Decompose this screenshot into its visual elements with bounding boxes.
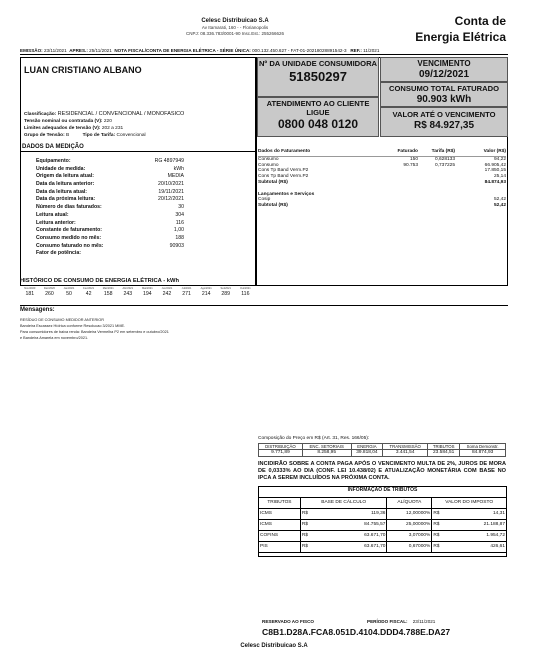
tributo-name: COFINS: [259, 531, 301, 542]
historico-value: 181: [25, 291, 35, 298]
classificacao-label: Classificação:: [24, 112, 57, 117]
medicao-value: 1,00: [173, 227, 184, 234]
emissao-label: EMISSÃO:: [20, 48, 43, 53]
emissao-date: 23/11/2021: [44, 48, 67, 53]
historico-title: HISTÓRICO DE CONSUMO DE ENERGIA ELÉTRICA - kWh: [20, 278, 179, 284]
tributo-base-cell: [300, 542, 387, 553]
mensagem-line: Para consumidores de baixa renda: Bandeira Vermelha P2 em setembro e outubro/2021: [20, 329, 169, 334]
medicao-row: [36, 196, 184, 204]
tributo-valor-currency: R$: [433, 533, 440, 539]
lancamentos-title: Lançamentos e Serviços: [258, 191, 315, 197]
company-cnpj: CNPJ: 08.336.783/0001-90 Insc.Est.: 255266626: [185, 30, 285, 36]
historico-value: 158: [103, 291, 113, 298]
historico-month: Mai/2021: [142, 287, 153, 290]
composicao-header: Soma Demonstr.: [460, 444, 506, 450]
historico-month: Jan/2021: [63, 287, 75, 290]
unidade-value: 51850297: [289, 68, 347, 84]
mensagem-line: e Bandeira Amarela em novembro/2021.: [20, 335, 89, 340]
tensao-nominal-value: 220: [103, 118, 112, 124]
composicao-value: 3.441,54: [383, 450, 428, 457]
medicao-list: [36, 158, 184, 258]
medicao-value: 116: [175, 219, 184, 226]
medicao-value: [136, 250, 184, 258]
periodo-label: PERÍODO FISCAL:: [367, 619, 408, 624]
periodo-value: 23/11/2021: [412, 619, 436, 624]
medicao-row: [36, 227, 184, 235]
tributo-base-wrap: [301, 511, 387, 517]
valor-total: R$ 84.927,35: [413, 120, 475, 132]
mensagens-list: [20, 318, 169, 342]
company-name: Celesc Distribuicao S.A: [201, 18, 269, 24]
historico-value: 260: [45, 291, 54, 298]
fat-desc: Consumo: [258, 156, 279, 162]
col-tarifa: Tarifa (R$): [431, 149, 455, 154]
fat-tarifa: 0,737225: [434, 162, 455, 168]
medicao-label: Data da leitura atual:: [36, 188, 88, 195]
medicao-label: Consumo medido no mês:: [36, 234, 102, 241]
tributo-aliquota: 25,00000%: [387, 520, 432, 531]
apres-date: 25/11/2021: [89, 48, 112, 53]
composicao-table: [258, 443, 506, 457]
grupo-value: B: [66, 132, 70, 138]
unidade-label: Nº DA UNIDADE CONSUMIDORA: [258, 59, 378, 68]
tributos-row: [259, 520, 507, 531]
medicao-label: Leitura atual:: [36, 211, 69, 218]
consumo-total-value: 90.903 kWh: [416, 94, 472, 106]
tributo-valor-cell: [432, 509, 507, 520]
fat-desc: Consumo: [258, 162, 279, 168]
historico-month: Set/2021: [220, 287, 231, 290]
tributos-row: [259, 542, 507, 553]
limites-label: Limites adequados de tensão (V):: [24, 125, 101, 131]
medicao-row: [36, 189, 184, 197]
col-valor: Valor (R$): [483, 149, 506, 154]
medicao-title: DADOS DA MEDIÇÃO: [20, 144, 256, 152]
vencimento-date: 09/12/2021: [418, 68, 470, 80]
tributo-aliquota: 12,00000%: [387, 509, 432, 520]
medicao-label: Número de dias faturados:: [36, 204, 102, 211]
tributo-base-currency: R$: [301, 533, 309, 539]
medicao-label: Data da próxima leitura:: [36, 196, 96, 203]
composicao-header: DISTRIBUIÇÃO: [259, 444, 303, 450]
composicao-header: TRIBUTOS: [428, 444, 460, 450]
tributo-valor: 14,31: [492, 511, 505, 517]
lanc-subtotal-value: 52,42: [493, 203, 506, 208]
fat-desc: Cons Tp Band Verm.P2: [258, 174, 309, 179]
tributo-valor-wrap: [432, 522, 506, 528]
historico-month: Ago/2021: [200, 287, 212, 290]
tributo-valor-wrap: [432, 533, 506, 539]
historico-table: [20, 287, 256, 297]
composicao-value: 84.874,93: [460, 450, 506, 457]
medicao-value: 20/10/2021: [158, 181, 184, 188]
tributo-valor-wrap: [432, 511, 506, 517]
fat-valor: 66.905,42: [484, 162, 506, 168]
mensagem-line: RESÍDUO DE CONSUMO MEDIDOR ANTERIOR: [20, 318, 104, 322]
aviso-multa: INCIDIRÃO SOBRE A CONTA PAGA APÓS O VENCIMENTO MULTA DE 2%, JUROS DE MORA DE 0,0333% AO DIA (CONF. LEI 10.438/02) E ATUALIZAÇÃO MONETÁRIA COM BASE NO IPCA A SEREM INCLUÍDOS NA PRÓXIMA CONTA.: [258, 461, 506, 481]
tipo-tarifa-value: Convencional: [116, 132, 146, 138]
tensao-nominal-label: Tensão nominal ou contratada (V):: [24, 118, 103, 124]
tributo-name: ICMS: [259, 520, 301, 531]
vencimento-label: VENCIMENTO: [417, 59, 471, 68]
faturamento-subtotal: [258, 180, 506, 186]
tributo-valor-currency: R$: [433, 511, 440, 517]
customer-details: [24, 111, 184, 140]
tributo-base-cell: [300, 531, 387, 542]
composicao-title: Composição do Preço em R$ (Art. 31, Res. 166/05):: [258, 436, 370, 441]
medicao-row: [36, 235, 184, 243]
tributo-valor: 1.954,72: [486, 533, 505, 539]
medicao-row: [36, 173, 184, 181]
lanc-desc: Cosip: [258, 197, 271, 203]
tributo-valor: 426,61: [490, 544, 505, 550]
composicao-header: ENC. SETORIAIS: [302, 444, 351, 450]
valor-label: VALOR ATÉ O VENCIMENTO: [392, 110, 496, 119]
emission-strip: [20, 48, 508, 55]
atendimento-box: [257, 97, 379, 137]
mensagem-line: Bandeira Escassez Hídrica conforme Resolucao 3/2021 MME.: [20, 323, 126, 328]
medicao-value: RG 4897949: [154, 158, 184, 164]
historico-value: 42: [85, 291, 92, 298]
tributo-base: 119,36: [371, 511, 386, 517]
historico-value: 194: [143, 291, 152, 298]
tributo-base-currency: R$: [301, 511, 309, 517]
composicao-header: ENERGIA: [351, 444, 383, 450]
medicao-value: 90903: [169, 242, 184, 249]
historico-value: 243: [123, 291, 133, 298]
composicao-value: 8.258,95: [302, 450, 351, 457]
tributo-base-cell: [300, 520, 387, 531]
historico-month: Dez/2020: [43, 287, 55, 290]
tributo-base: 63.671,70: [364, 544, 386, 550]
subtotal-label: Subtotal (R$): [258, 179, 288, 185]
nota-fiscal-number: 000.132.450.627 - FAT-01-20218028891542-3: [252, 48, 347, 53]
tributo-base-cell: [300, 509, 387, 520]
ref-label: REF.:: [350, 48, 362, 53]
faturamento-header: [258, 149, 506, 157]
reservado-label: RESERVADO AO FISCO: [262, 619, 314, 624]
atendimento-label: ATENDIMENTO AO CLIENTE LIGUE: [266, 99, 370, 117]
medicao-label: Equipamento:: [36, 158, 71, 164]
mensagens-title: Mensagens:: [20, 307, 55, 313]
medicao-label: Unidade de medida:: [36, 165, 86, 172]
historico-month: Out/2021: [239, 287, 251, 290]
medicao-label: Constante de faturamento:: [36, 227, 103, 234]
classificacao-value: RESIDENCIAL / CONVENCIONAL / MONOFASICO: [57, 111, 185, 117]
historico-month: Mar/2021: [102, 287, 114, 290]
medicao-value: 304: [175, 211, 184, 218]
col-faturado: Faturado: [397, 149, 418, 154]
historico-value: 242: [162, 291, 172, 298]
medicao-value: 19/11/2021: [158, 188, 184, 195]
medicao-label: Origem da leitura atual:: [36, 173, 94, 180]
medicao-row: [36, 243, 184, 251]
faturamento-title: Dados do Faturamento: [258, 149, 311, 154]
tributos-row: [259, 509, 507, 520]
consumo-total-label: CONSUMO TOTAL FATURADO: [389, 84, 499, 93]
faturamento-section: [258, 149, 506, 209]
vencimento-box: [380, 57, 508, 82]
lanc-valor: 52,42: [493, 197, 506, 203]
tributo-base-currency: R$: [301, 522, 309, 528]
medicao-value: 20/12/2021: [158, 196, 184, 203]
company-address: Av Itamarati, 160 - - Florianopolis: [201, 25, 269, 31]
tributo-base-wrap: [301, 522, 387, 528]
tipo-tarifa-label: Tipo de Tarifa:: [82, 132, 116, 138]
valor-box: [380, 107, 508, 137]
tributo-base-currency: R$: [301, 544, 309, 550]
fat-quantidade: 90.753: [403, 162, 418, 168]
tributo-base: 63.671,70: [364, 533, 386, 539]
mensagens-rule: [20, 305, 508, 306]
consumo-total-box: [380, 82, 508, 107]
tributo-name: PIS: [259, 542, 301, 553]
fat-valor: 25,14: [493, 174, 506, 179]
footer-company: Celesc Distribuicao S.A: [240, 643, 308, 649]
ref-value: 11/2021: [363, 48, 380, 53]
tributo-aliquota: 0,67000%: [387, 542, 432, 553]
medicao-value: 188: [175, 234, 184, 241]
fat-valor: 17.850,15: [484, 168, 506, 174]
periodo-fiscal: [367, 619, 435, 625]
medicao-row: [36, 220, 184, 228]
document-title-line1: Conta de: [454, 14, 506, 28]
historico-value: 271: [182, 291, 191, 298]
lanc-subtotal-label: Subtotal (R$): [258, 203, 288, 208]
composicao-header: TRANSMISSÃO: [383, 444, 428, 450]
composicao-value-row: [259, 450, 506, 457]
fat-tarifa: 0,628133: [434, 156, 455, 162]
historico-month: Abr/2021: [122, 287, 134, 290]
historico-month: Nov/2020: [24, 287, 36, 290]
tributos-title: INFORMAÇÃO DE TRIBUTOS: [347, 487, 418, 493]
tributo-valor-cell: [432, 542, 507, 553]
composicao-value: 9.771,89: [259, 450, 303, 457]
company-header: [120, 18, 350, 36]
historico-months: [20, 287, 256, 290]
medicao-value: 30: [178, 204, 184, 211]
document-title: [415, 14, 506, 45]
medicao-label: Fator de potência:: [36, 250, 81, 257]
tributos-header: TRIBUTOS: [259, 498, 301, 509]
tributo-valor-wrap: [432, 544, 506, 550]
document-title-line2: Energia Elétrica: [415, 29, 506, 44]
medicao-label: Leitura anterior:: [36, 219, 76, 226]
tributo-name: ICMS: [259, 509, 301, 520]
medicao-value: kWh: [173, 165, 184, 172]
fat-quantidade: 150: [409, 156, 418, 162]
faturamento-rows: [258, 157, 506, 180]
historico-value: 289: [221, 291, 231, 298]
tributo-valor: 21.188,87: [483, 522, 505, 528]
lancamentos-subtotal: [258, 203, 506, 209]
historico-value: 214: [201, 291, 211, 298]
tributo-base: 84.755,57: [364, 522, 386, 528]
tributo-aliquota: 3,07000%: [387, 531, 432, 542]
apres-label: APRES.:: [69, 48, 88, 53]
historico-value: 50: [66, 291, 72, 298]
composicao-value: 23.584,51: [428, 450, 460, 457]
historico-month: Fev/2021: [83, 287, 94, 290]
tributos-header: VALOR DO IMPOSTO: [432, 498, 507, 509]
medicao-row: [36, 166, 184, 174]
tributo-valor-currency: R$: [433, 522, 440, 528]
nota-fiscal-label: NOTA FISCAL/CONTA DE ENERGIA ELÉTRICA - SÉRIE ÚNICA:: [114, 48, 251, 53]
tributos-header: ALÍQUOTA: [387, 498, 432, 509]
fisco-code: C8B1.D28A.FCA8.051D.4104.DDD4.788E.DA27: [262, 627, 451, 637]
tributo-base-wrap: [301, 533, 387, 539]
historico-values: [20, 291, 256, 297]
fat-desc: Cons Tp Band Verm.P2: [258, 168, 309, 174]
medicao-row: [36, 181, 184, 189]
historico-month: Jun/2021: [161, 287, 173, 290]
historico-month: Jul/2021: [181, 287, 192, 290]
medicao-value: MEDIA: [167, 173, 184, 180]
tributo-valor-currency: R$: [433, 544, 440, 550]
customer-name: LUAN CRISTIANO ALBANO: [24, 65, 142, 75]
limites-value: 202 a 231: [101, 125, 124, 131]
fat-valor: 94,22: [493, 156, 506, 162]
medicao-row: [36, 158, 184, 166]
medicao-label: Consumo faturado no mês:: [36, 242, 104, 249]
tributo-valor-cell: [432, 520, 507, 531]
grupo-label: Grupo de Tensão:: [24, 132, 65, 138]
tributos-header-row: [259, 498, 507, 509]
composicao-value: 39.818,04: [351, 450, 383, 457]
atendimento-phone: 0800 048 0120: [277, 117, 359, 132]
subtotal-value: 84.874,93: [484, 179, 506, 185]
unidade-box: [257, 57, 379, 97]
medicao-row: [36, 250, 184, 258]
tributo-base-wrap: [301, 544, 387, 550]
medicao-label: Data da leitura anterior:: [36, 181, 95, 188]
tributos-table: [258, 497, 507, 553]
medicao-row: [36, 212, 184, 220]
tributos-row: [259, 531, 507, 542]
medicao-row: [36, 204, 184, 212]
historico-value: 116: [241, 291, 250, 298]
tributo-valor-cell: [432, 531, 507, 542]
tributos-header: BASE DE CÁLCULO: [300, 498, 387, 509]
